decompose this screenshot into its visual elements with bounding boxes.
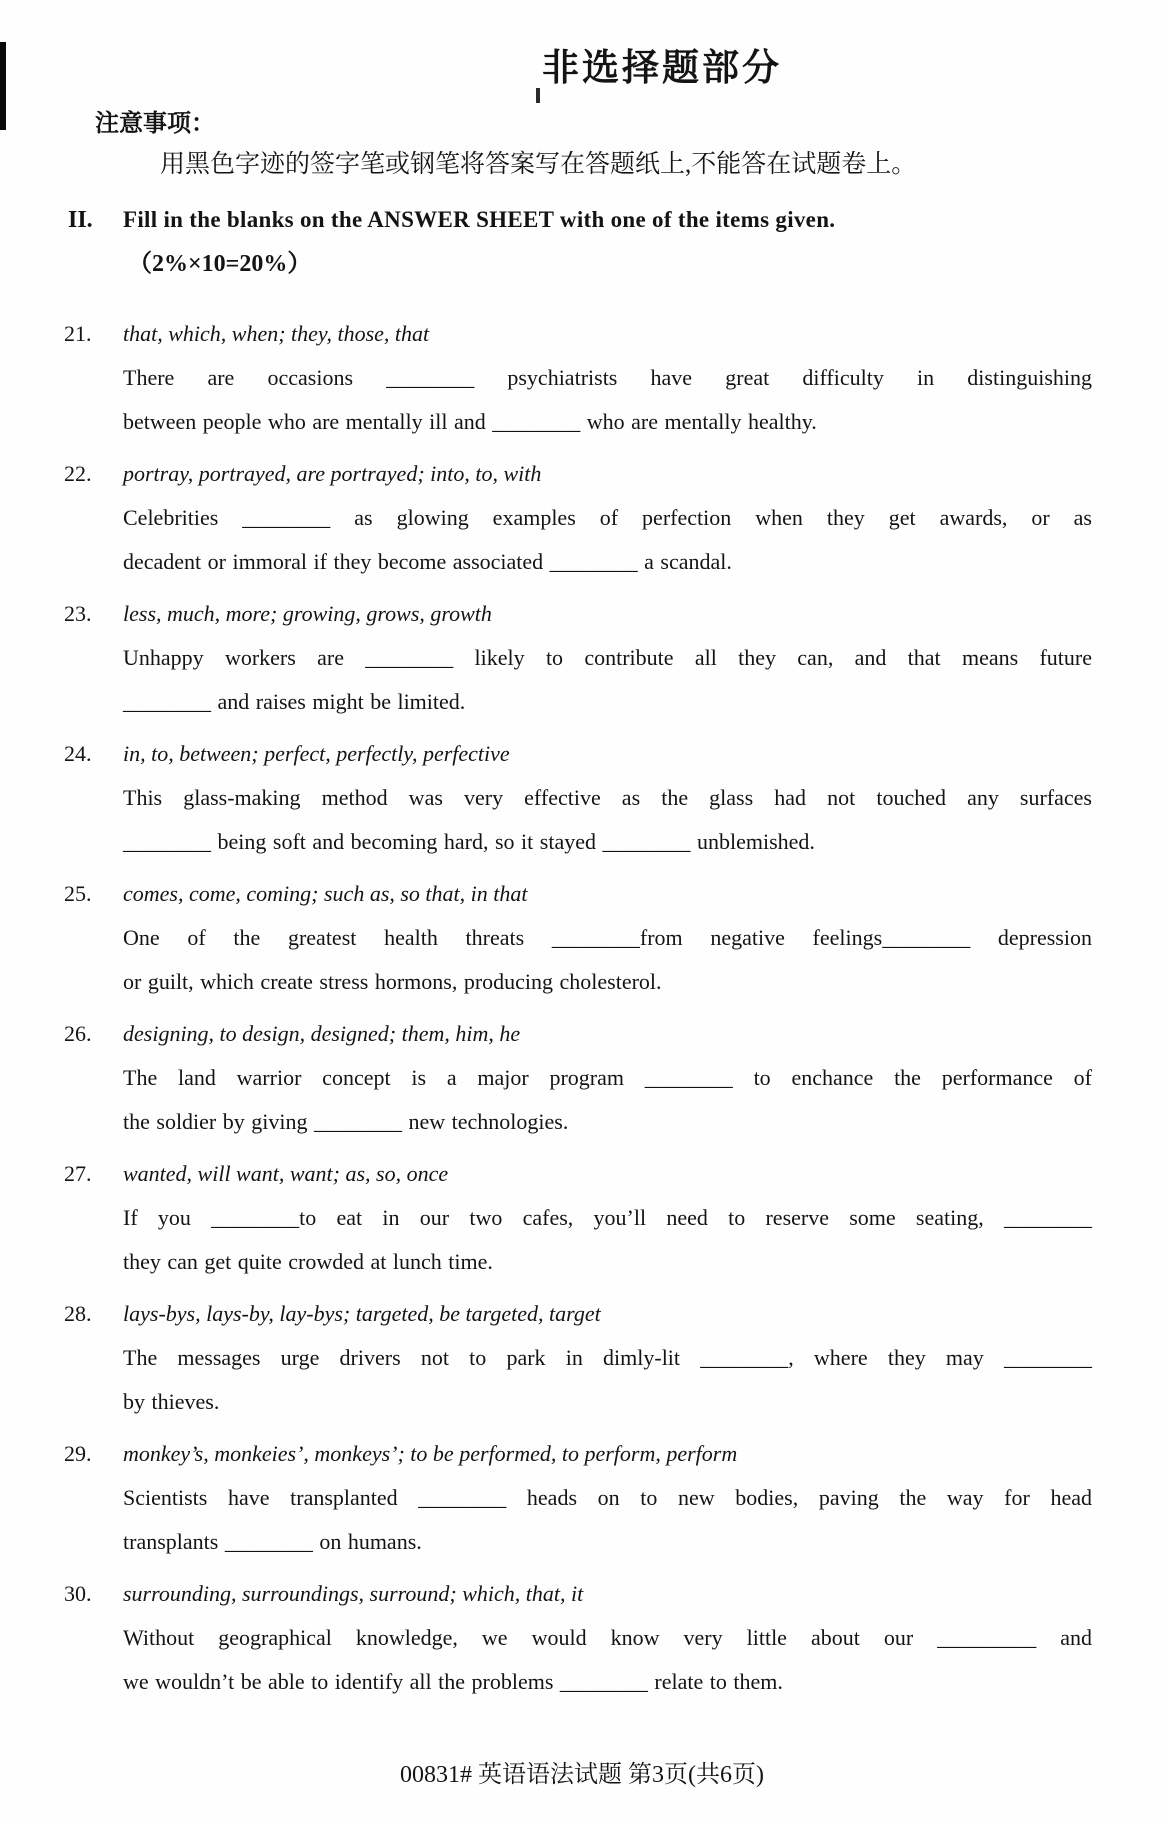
question-sentence: Celebrities ________ as glowing examples of perfection when they get awards, or as: [123, 505, 1092, 530]
question-sentence: or guilt, which create stress hormons, producing cholesterol.: [123, 969, 662, 994]
notice-label: 注意事项：: [95, 109, 215, 137]
section-number: II.: [68, 207, 93, 233]
question-sentence: Without geographical knowledge, we would know very little about our _________ and: [123, 1625, 1092, 1650]
scan-artifact-tick: [536, 88, 540, 103]
question-28: [0, 1292, 1164, 1424]
question-number: 26.: [64, 1021, 92, 1046]
question-options: less, much, more; growing, grows, growth: [123, 601, 492, 626]
question-options: monkey’s, monkeies’, monkeys’; to be performed, to perform, perform: [123, 1441, 738, 1466]
question-27: [0, 1152, 1164, 1284]
question-30: [0, 1572, 1164, 1704]
question-sentence: There are occasions ________ psychiatrists have great difficulty in distinguishing: [123, 365, 1092, 390]
question-sentence: ________ being soft and becoming hard, so it stayed ________ unblemished.: [123, 829, 815, 854]
question-options: lays-bys, lays-by, lay-bys; targeted, be targeted, target: [123, 1301, 601, 1326]
question-number: 30.: [64, 1581, 92, 1606]
question-sentence: Scientists have transplanted ________ heads on to new bodies, paving the way for head: [123, 1485, 1092, 1510]
page-footer: 00831# 英语语法试题 第3页(共6页): [400, 1762, 764, 1788]
question-list: [0, 312, 1164, 1704]
question-number: 23.: [64, 601, 92, 626]
question-sentence: by thieves.: [123, 1389, 220, 1414]
question-23: [0, 592, 1164, 724]
question-21: [0, 312, 1164, 444]
question-options: that, which, when; they, those, that: [123, 321, 430, 346]
question-number: 27.: [64, 1161, 92, 1186]
question-sentence: This glass-making method was very effective as the glass had not touched any surfaces: [123, 785, 1092, 810]
notice-text: 用黑色字迹的签字笔或钢笔将答案写在答题纸上,不能答在试题卷上。: [160, 151, 917, 178]
question-options: surrounding, surroundings, surround; which, that, it: [123, 1581, 584, 1606]
question-sentence: ________ and raises might be limited.: [123, 689, 466, 714]
question-options: comes, come, coming; such as, so that, in that: [123, 881, 528, 906]
question-sentence: decadent or immoral if they become associated ________ a scandal.: [123, 549, 732, 574]
question-24: [0, 732, 1164, 864]
page-title: 非选择题部分: [542, 46, 782, 89]
question-sentence: we wouldn’t be able to identify all the problems ________ relate to them.: [123, 1669, 783, 1694]
question-sentence: The messages urge drivers not to park in dimly-lit ________, where they may ________: [123, 1345, 1092, 1370]
question-number: 24.: [64, 741, 92, 766]
section-instructions: Fill in the blanks on the ANSWER SHEET with one of the items given.: [123, 207, 836, 232]
scan-artifact-left-edge: [0, 42, 6, 130]
question-25: [0, 872, 1164, 1004]
question-sentence: the soldier by giving ________ new technologies.: [123, 1109, 569, 1134]
question-options: designing, to design, designed; them, him, he: [123, 1021, 521, 1046]
question-number: 25.: [64, 881, 92, 906]
section-ii-heading: [0, 198, 1164, 286]
question-26: [0, 1012, 1164, 1144]
question-options: portray, portrayed, are portrayed; into, to, with: [123, 461, 542, 486]
question-sentence: they can get quite crowded at lunch time.: [123, 1249, 493, 1274]
question-number: 22.: [64, 461, 92, 486]
question-sentence: The land warrior concept is a major program ________ to enchance the performance of: [123, 1065, 1092, 1090]
question-sentence: One of the greatest health threats ________from negative feelings________ depression: [123, 925, 1092, 950]
question-options: wanted, will want, want; as, so, once: [123, 1161, 449, 1186]
question-options: in, to, between; perfect, perfectly, perfective: [123, 741, 510, 766]
question-number: 21.: [64, 321, 92, 346]
question-29: [0, 1432, 1164, 1564]
question-number: 28.: [64, 1301, 92, 1326]
question-sentence: between people who are mentally ill and ________ who are mentally healthy.: [123, 409, 817, 434]
question-sentence: transplants ________ on humans.: [123, 1529, 422, 1554]
section-points: （2%×10=20%）: [128, 251, 312, 277]
question-sentence: Unhappy workers are ________ likely to contribute all they can, and that means future: [123, 645, 1092, 670]
question-22: [0, 452, 1164, 584]
question-sentence: If you ________to eat in our two cafes, you’ll need to reserve some seating, ________: [123, 1205, 1092, 1230]
question-number: 29.: [64, 1441, 92, 1466]
